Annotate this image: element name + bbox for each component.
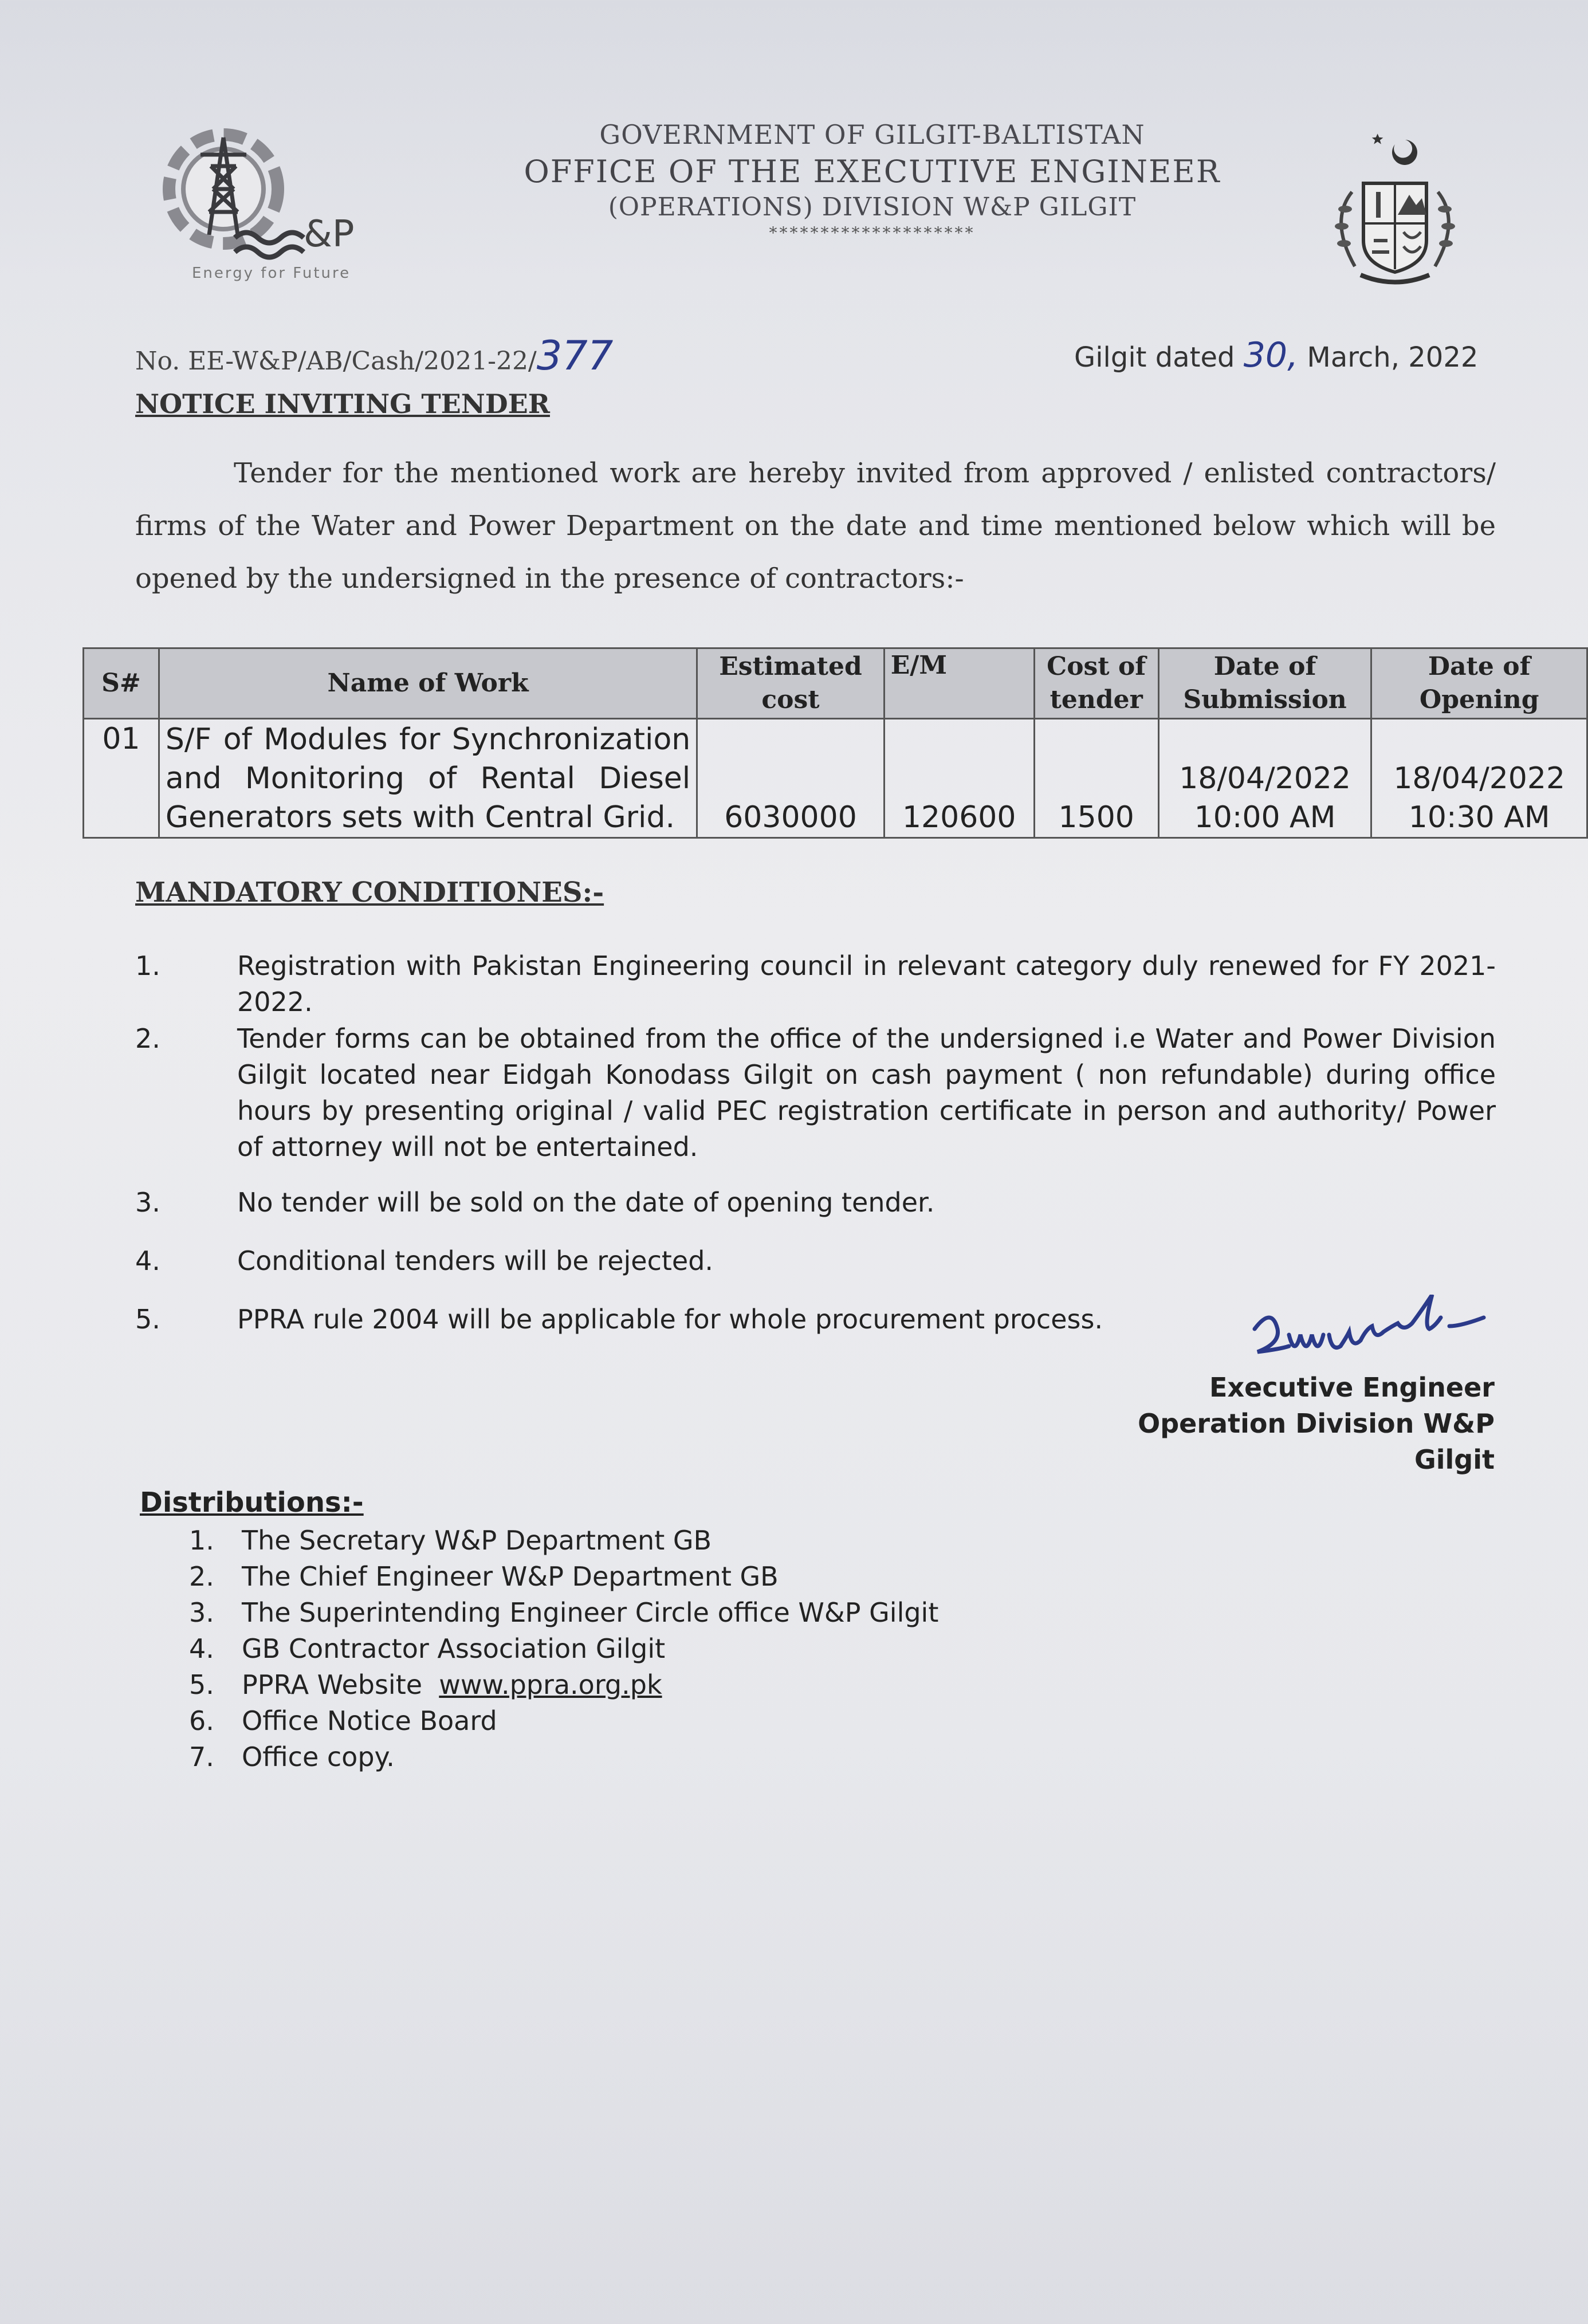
table-header-row <box>84 648 1587 719</box>
intro-paragraph: Tender for the mentioned work are hereby invited from approved / enlisted contractors/ firms of the Water and Power Department on the date and time mentioned below which will be opened by the undersigned in the presence of contractors:- <box>135 457 1496 595</box>
reference-handwritten: 377 <box>536 332 614 379</box>
document-date <box>1074 335 1478 375</box>
condition-number: 4. <box>135 1245 160 1276</box>
condition-text: No tender will be sold on the date of opening tender. <box>237 1187 935 1218</box>
header-date-opening: Date of Opening <box>1371 648 1587 719</box>
condition-item <box>135 948 1496 1023</box>
date-prefix: Gilgit dated <box>1074 341 1235 373</box>
list-item: 7. Office copy. <box>189 1741 395 1772</box>
cell-sno: 01 <box>84 719 159 838</box>
notice-title: NOTICE INVITING TENDER <box>135 388 550 419</box>
handwritten-signature <box>1243 1295 1507 1369</box>
date-handwritten-day: 30, <box>1243 335 1299 375</box>
header-work: Name of Work <box>159 648 697 719</box>
list-item: 2. The Chief Engineer W&P Department GB <box>189 1561 779 1592</box>
condition-number: 2. <box>135 1023 160 1054</box>
signatory-title: Executive Engineer <box>1209 1372 1495 1403</box>
header-estimated-cost: Estimated cost <box>697 648 885 719</box>
conditions-title: MANDATORY CONDITIONES:- <box>135 876 604 909</box>
header-sno: S# <box>84 648 159 719</box>
distribution-title: Distributions:- <box>140 1487 364 1519</box>
condition-text: Conditional tenders will be rejected. <box>237 1245 714 1276</box>
table-row <box>84 719 1587 838</box>
condition-item <box>135 1021 1496 1170</box>
list-item: 5. PPRA Website www.ppra.org.pk <box>189 1669 662 1700</box>
header-em: E/M <box>884 648 1034 719</box>
condition-number: 5. <box>135 1304 160 1335</box>
wp-logo <box>137 115 395 286</box>
cell-submission: 18/04/2022 10:00 AM <box>1158 719 1371 838</box>
header-government: GOVERNMENT OF GILGIT-BALTISTAN <box>599 119 1145 150</box>
signatory-division: Operation Division W&P <box>1138 1408 1495 1439</box>
header-office: OFFICE OF THE EXECUTIVE ENGINEER <box>524 154 1221 190</box>
header-date-submission: Date of Submission <box>1158 648 1371 719</box>
cell-tender-cost: 1500 <box>1034 719 1158 838</box>
list-item: 3. The Superintending Engineer Circle office W&P Gilgit <box>189 1597 939 1628</box>
signatory-location: Gilgit <box>1414 1444 1495 1475</box>
logo-brand: &P <box>304 213 355 255</box>
reference-number-text: No. EE-W&P/AB/Cash/2021-22/ <box>135 347 537 376</box>
condition-text: Registration with Pakistan Engineering council in relevant category duly renewed for FY 2021-2022. <box>237 950 1496 1017</box>
date-rest: March, 2022 <box>1307 341 1479 373</box>
reference-number <box>135 332 613 379</box>
distribution-list <box>189 1523 938 1775</box>
tender-table <box>82 647 1588 839</box>
cell-em: 120600 <box>884 719 1034 838</box>
condition-number: 3. <box>135 1187 160 1218</box>
condition-text: PPRA rule 2004 will be applicable for whole procurement process. <box>237 1304 1103 1335</box>
list-item: 4. GB Contractor Association Gilgit <box>189 1633 666 1664</box>
gb-emblem <box>1312 129 1478 295</box>
cell-opening: 18/04/2022 10:30 AM <box>1371 719 1587 838</box>
ppra-website-link[interactable]: www.ppra.org.pk <box>439 1669 662 1700</box>
condition-number: 1. <box>135 950 160 981</box>
list-item: 1. The Secretary W&P Department GB <box>189 1525 712 1556</box>
cell-estimated-cost: 6030000 <box>697 719 885 838</box>
header-separator: ******************** <box>769 223 976 242</box>
cell-work: S/F of Modules for Synchronization and Monitoring of Rental Diesel Generators sets with Central Grid. <box>159 719 697 838</box>
condition-text: Tender forms can be obtained from the office of the undersigned i.e Water and Power Division Gilgit located near Eidgah Konodass Gilgit on cash payment ( non refundable) during office hours by presenting original / valid PEC registration certificate in person and authority/ Power of attorney will not be entertained. <box>237 1023 1496 1162</box>
header-division: (OPERATIONS) DIVISION W&P GILGIT <box>608 192 1137 222</box>
list-item: 6. Office Notice Board <box>189 1705 497 1736</box>
logo-tagline: Energy for Future <box>192 265 351 282</box>
header-cost-of-tender: Cost of tender <box>1034 648 1158 719</box>
